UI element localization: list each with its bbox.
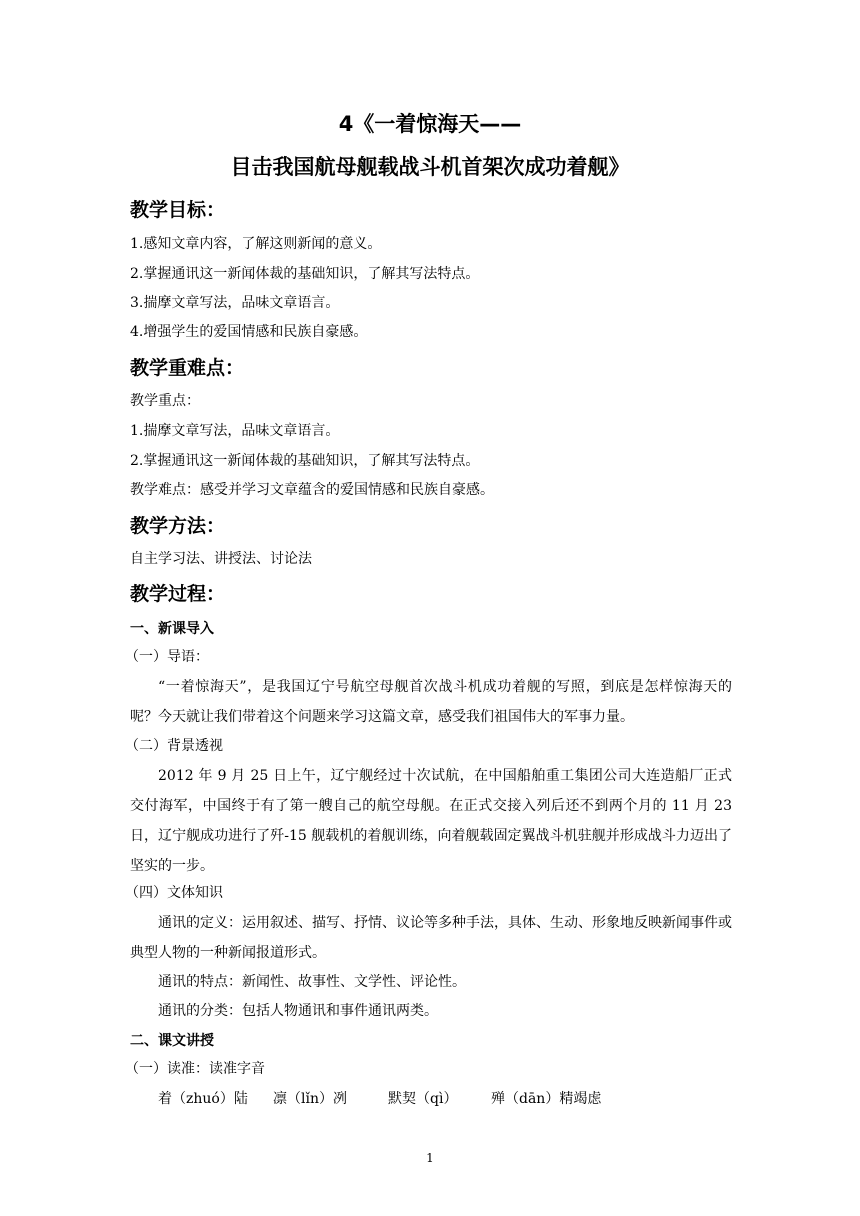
process-heading: 教学过程：: [130, 583, 226, 605]
title-line-1: 4《一着惊海天——: [338, 112, 522, 136]
part1-sub2-heading: （二）背景透视: [125, 738, 223, 754]
key-points-heading: 教学重难点：: [130, 357, 245, 379]
key-point-line: 教学难点：感受并学习文章蕴含的爱国情感和民族自豪感。: [130, 482, 494, 498]
part1-sub3-features: 通讯的特点：新闻性、故事性、文学性、评论性。: [158, 974, 466, 990]
word-item: 着（zhuó）陆: [158, 1091, 248, 1107]
title-line-2: 目击我国航母舰载战斗机首架次成功着舰》: [230, 155, 630, 179]
page-number: 1: [426, 1151, 434, 1165]
part1-sub1-paragraph: “一着惊海天”，是我国辽宁号航空母舰首次战斗机成功着舰的写照，到底是怎样惊海天的呢？今天就让我们带着这个问题来学习这篇文章，感受我们祖国伟大的军事力量。: [130, 679, 732, 725]
goals-heading: 教学目标：: [130, 199, 226, 221]
part1-sub3-heading: （四）文体知识: [125, 885, 223, 901]
word-item: 默契（qì）: [388, 1091, 458, 1107]
part1-sub3-classes: 通讯的分类：包括人物通讯和事件通讯两类。: [158, 1003, 438, 1019]
part1-sub3-definition: 通讯的定义：运用叙述、描写、抒情、议论等多种手法，具体、生动、形象地反映新闻事件或典型人物的一种新闻报道形式。: [130, 915, 732, 961]
goal-item-2: 2.掌握通讯这一新闻体裁的基础知识，了解其写法特点。: [130, 266, 480, 282]
key-point-line: 2.掌握通讯这一新闻体裁的基础知识，了解其写法特点。: [130, 453, 480, 469]
part1-sub1-heading: （一）导语：: [125, 649, 209, 665]
part1-heading: 一、新课导入: [130, 621, 214, 637]
key-point-line: 教学重点：: [130, 393, 200, 409]
methods-text: 自主学习法、讲授法、讨论法: [130, 551, 312, 567]
part2-sub1-heading: （一）读准：读准字音: [125, 1061, 265, 1077]
word-item: 殚（dān）精竭虑: [491, 1091, 602, 1107]
goal-item-3: 3.揣摩文章写法，品味文章语言。: [130, 295, 340, 311]
goal-item-4: 4.增强学生的爱国情感和民族自豪感。: [130, 324, 368, 340]
key-point-line: 1.揣摩文章写法，品味文章语言。: [130, 423, 340, 439]
goal-item-1: 1.感知文章内容，了解这则新闻的意义。: [130, 236, 382, 252]
word-item: 凛（lǐn）冽: [273, 1091, 347, 1107]
part1-sub2-paragraph: 2012 年 9 月 25 日上午，辽宁舰经过十次试航，在中国船舶重工集团公司大连造船厂正式交付海军，中国终于有了第一艘自己的航空母舰。在正式交接入列后还不到两个月的 11 月 23 日，辽宁舰成功进行了歼-15 舰载机的着舰训练，向着舰载固定翼战斗机驻舰并形成战斗力迈出了坚实的一步。: [130, 768, 732, 874]
part2-heading: 二、课文讲授: [130, 1033, 214, 1049]
methods-heading: 教学方法：: [130, 515, 226, 537]
